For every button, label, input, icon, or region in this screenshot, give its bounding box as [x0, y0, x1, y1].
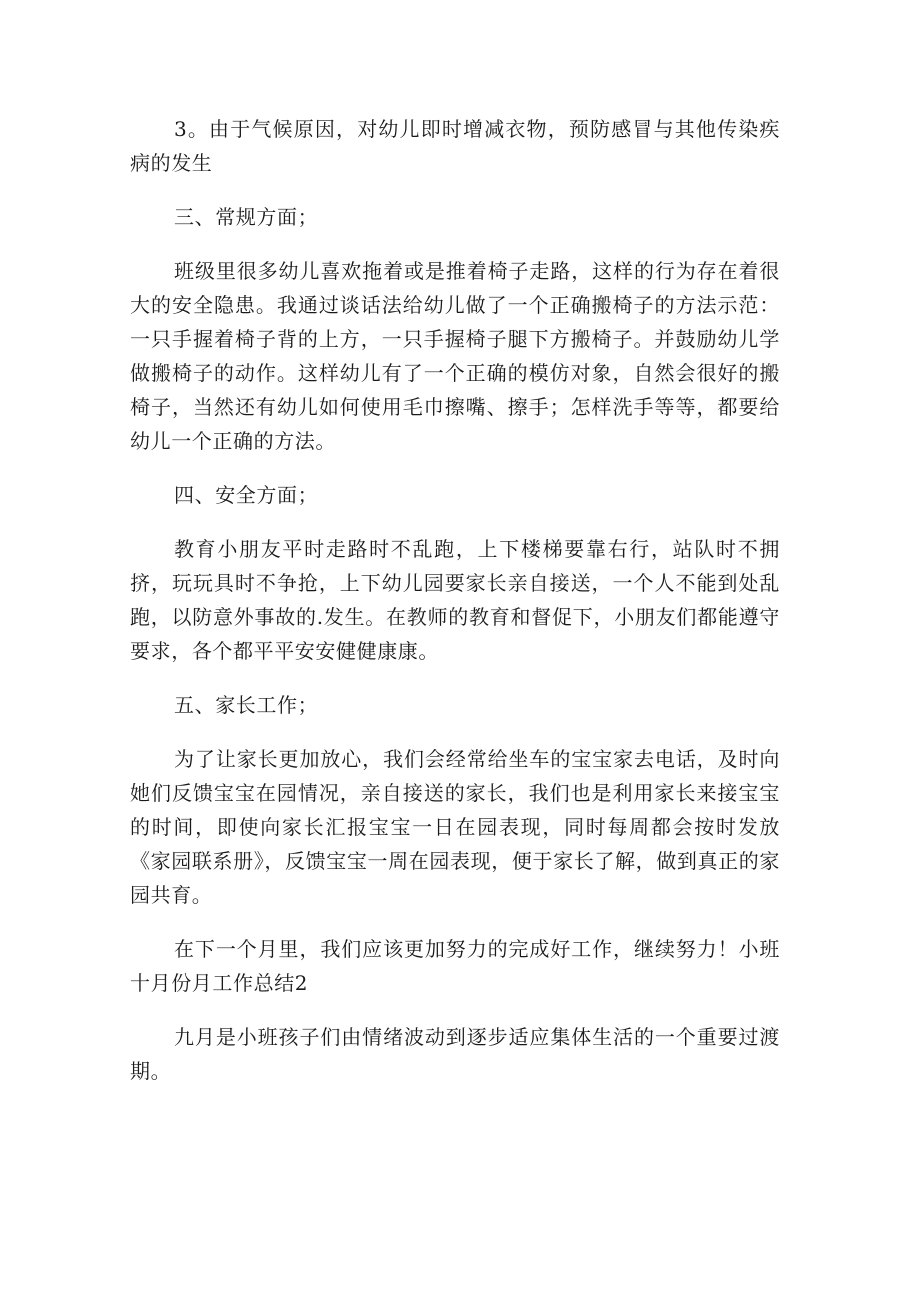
paragraph-routine: 班级里很多幼儿喜欢拖着或是推着椅子走路，这样的行为存在着很大的安全隐患。我通过谈话法给幼儿做了一个正确搬椅子的方法示范：一只手握着椅子背的上方，一只手握椅子腿下方搬椅子。并鼓励幼儿学做搬椅子的动作。这样幼儿有了一个正确的模仿对象，自然会很好的搬椅子，当然还有幼儿如何使用毛巾擦嘴、擦手；怎样洗手等等，都要给幼儿一个正确的方法。 — [130, 259, 780, 453]
paragraph-safety: 教育小朋友平时走路时不乱跑，上下楼梯要靠右行，站队时不拥挤，玩玩具时不争抢，上下幼儿园要家长亲自接送，一个人不能到处乱跑，以防意外事故的.发生。在教师的教育和督促下，小朋友们都能遵守要求，各个都平平安安健健康康。 — [130, 537, 780, 663]
paragraph-september: 九月是小班孩子们由情绪波动到逐步适应集体生活的一个重要过渡期。 — [130, 1025, 780, 1083]
section-heading-safety: 四、安全方面； — [174, 483, 319, 507]
paragraph-health-clothing: 3。由于气候原因，对幼儿即时增减衣物，预防感冒与其他传染疾病的发生 — [130, 117, 780, 175]
section-heading-parents: 五、家长工作； — [174, 693, 319, 717]
paragraph-parents: 为了让家长更加放心，我们会经常给坐车的宝宝家去电话，及时向她们反馈宝宝在园情况，亲自接送的家长，我们也是利用家长来接宝宝的时间，即使向家长汇报宝宝一日在园表现，同时每周都会按时发放《家园联系册》，反馈宝宝一周在园表现，便于家长了解，做到真正的家园共育。 — [130, 747, 780, 907]
paragraph-next-month: 在下一个月里，我们应该更加努力的完成好工作，继续努力！小班十月份月工作总结2 — [130, 937, 780, 995]
section-heading-routine: 三、常规方面； — [174, 205, 319, 229]
